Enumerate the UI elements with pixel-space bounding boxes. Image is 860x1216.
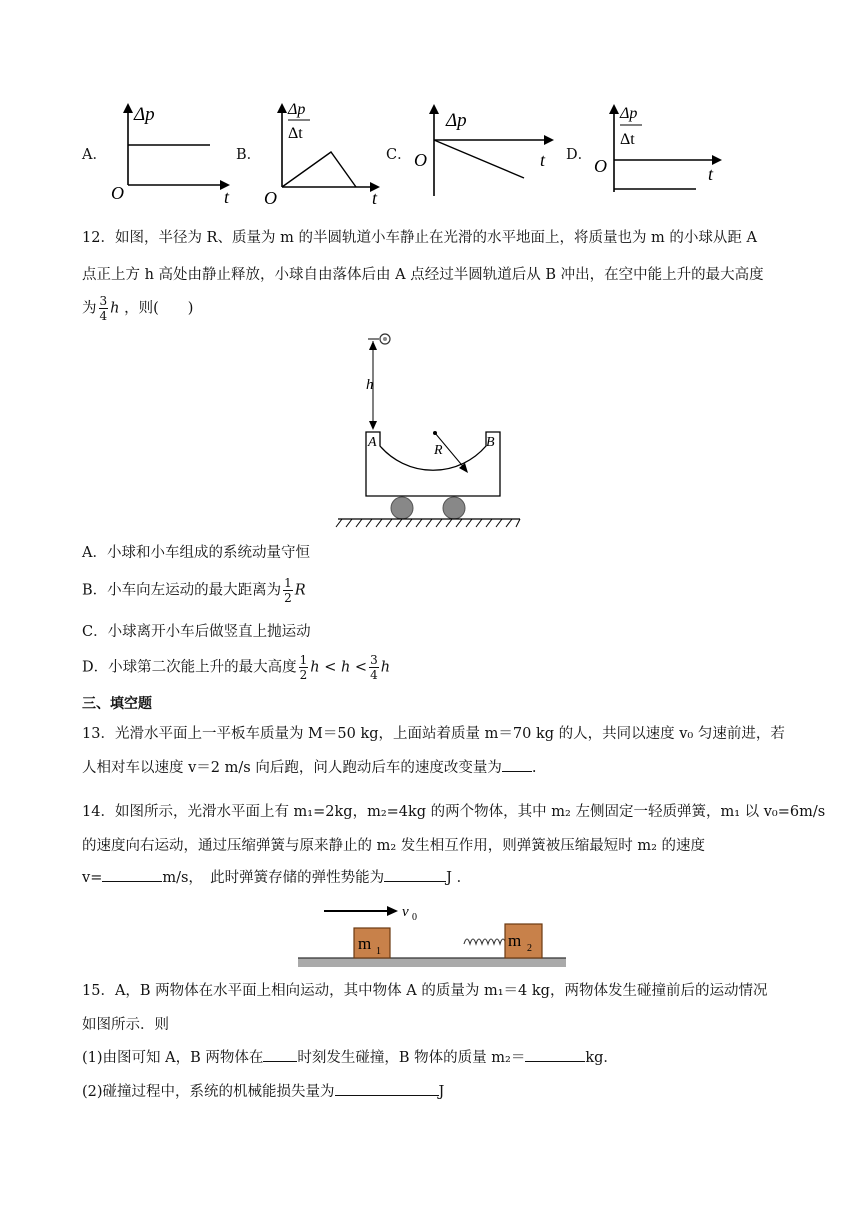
option-c [386,100,561,210]
q15-time-blank[interactable] [263,1049,297,1062]
q14-line3-a: v= [82,870,103,886]
q12-option-d-var: h [380,659,391,676]
graph-d-ylabel-den: Δt [620,131,635,148]
q12-option-d-prefix: D．小球第二次能上升的最大高度 [82,659,297,676]
q14-line3-c: J ． [446,870,472,886]
q15-line3-a: (1)由图可知 A，B 两物体在 [82,1050,264,1066]
q12-line3-prefix: 为 [82,300,97,317]
graph-a [108,100,238,210]
q14-fig-m2: m [508,931,522,950]
q13-answer-blank[interactable] [502,759,532,772]
q14-fig-m2-sub: 2 [527,943,532,954]
q12-fig-r: R [434,443,443,458]
q15-line4 [82,1080,444,1101]
q14-line2: 的速度向右运动，通过压缩弹簧与原来静止的 m₂ 发生相互作用，则弹簧被压缩最短时 m₂ 的速度 [82,838,706,854]
graph-c-ylabel: Δp [446,110,467,131]
q14-fig-v0: v [402,904,409,920]
option-a [82,100,232,210]
q12-option-d-num2: 3 [370,653,378,667]
q15-line2: 如图所示．则 [82,1017,169,1033]
q15-line4-a: (2)碰撞过程中，系统的机械能损失量为 [82,1084,335,1100]
q12-option-b-num: 1 [284,576,292,590]
graph-c-xlabel: t [540,150,546,170]
q13-line2-text: 人相对车以速度 v＝2 m/s 向后跑，问人跑动后车的速度改变量为 [82,760,502,776]
q12-line3 [82,294,193,323]
q15-line4-b: J [438,1084,445,1100]
q15-line1: 15．A，B 两物体在水平面上相向运动，其中物体 A 的质量为 m₁＝4 kg，两物体发生碰撞前后的运动情况 [82,983,768,999]
q12-frac-num: 3 [99,294,108,308]
q12-option-b-prefix: B．小车向左运动的最大距离为 [82,582,282,599]
graph-d-origin: O [594,156,607,176]
graph-b-xlabel: t [372,188,378,208]
q12-line2: 点正上方 h 高处由静止释放，小球自由落体后由 A 点经过半圆轨道后从 B 冲出，在空中能上升的最大高度 [82,267,764,283]
graph-d [590,100,730,210]
q14-fig-v0-sub: 0 [412,912,417,923]
option-b-label: B． [236,147,262,163]
q14-fig-m1-sub: 1 [376,946,381,957]
q12-option-d-mid: h < h < [310,659,368,676]
q12-option-b-frac [283,576,293,605]
section-title: 三、填空题 [82,696,152,712]
q15-energy-blank[interactable] [335,1083,439,1096]
q12-option-b [82,576,306,605]
graph-b [260,100,390,210]
q12-fig-h: h [366,377,374,393]
option-d [566,100,736,210]
q12-line3-suffix: ，则( ) [119,300,194,317]
q14-line3-b: m/s， 此时弹簧存储的弹性势能为 [162,870,385,886]
q12-figure [330,328,530,532]
q14-line1: 14．如图所示，光滑水平面上有 m₁=2kg，m₂=4kg 的两个物体，其中 m₂ 左侧固定一轻质弹簧，m₁ 以 v₀=6m/s [82,804,826,820]
q13-line1: 13．光滑水平面上一平板车质量为 M＝50 kg，上面站着质量 m＝70 kg 的人，共同以速度 v₀ 匀速前进，若 [82,726,785,742]
q12-option-d-frac1 [299,653,309,682]
graph-b-ylabel-den: Δt [288,125,303,142]
q12-fig-a: A [368,435,377,450]
q12-line1: 12．如图，半径为 R、质量为 m 的半圆轨道小车静止在光滑的水平地面上，将质量也为 m 的小球从距 A [82,230,757,246]
graph-a-origin: O [111,183,124,203]
q12-option-c: C．小球离开小车后做竖直上抛运动 [82,624,311,640]
q14-energy-blank[interactable] [384,869,446,882]
q13-line2-end: . [531,760,537,776]
graph-c [408,100,558,210]
graph-a-xlabel: t [224,187,230,207]
q15-line3-c: kg． [585,1050,618,1066]
q12-option-d-den1: 2 [299,668,308,682]
q12-line3-var: h [110,300,120,317]
q15-line3 [82,1046,618,1067]
graph-b-ylabel-num: Δp [288,101,306,118]
q14-fig-m1: m [358,934,372,953]
q12-option-d-den2: 4 [370,668,378,682]
option-c-label: C． [386,147,412,163]
q15-mass-blank[interactable] [525,1049,585,1062]
graph-a-ylabel: Δp [134,104,155,125]
q12-fig-b: B [486,435,495,450]
q14-velocity-blank[interactable] [102,869,162,882]
q12-option-b-var: R [294,582,306,599]
q12-frac-den: 4 [99,309,108,323]
option-a-label: A． [82,147,107,163]
q12-option-b-den: 2 [284,591,292,605]
graph-d-ylabel-num: Δp [620,105,638,122]
q12-option-d [82,653,390,682]
q13-line2 [82,756,536,777]
q14-figure [294,898,569,973]
q12-fraction [99,294,109,323]
q14-line3 [82,866,471,887]
q12-option-a: A．小球和小车组成的系统动量守恒 [82,545,310,561]
q12-option-d-num1: 1 [299,653,308,667]
graph-c-origin: O [414,150,427,170]
graph-d-xlabel: t [708,164,714,184]
option-b [236,100,386,210]
option-d-label: D． [566,147,593,163]
q12-option-d-frac2 [369,653,379,682]
q15-line3-b: 时刻发生碰撞，B 物体的质量 m₂＝ [297,1050,526,1066]
graph-b-origin: O [264,188,277,208]
